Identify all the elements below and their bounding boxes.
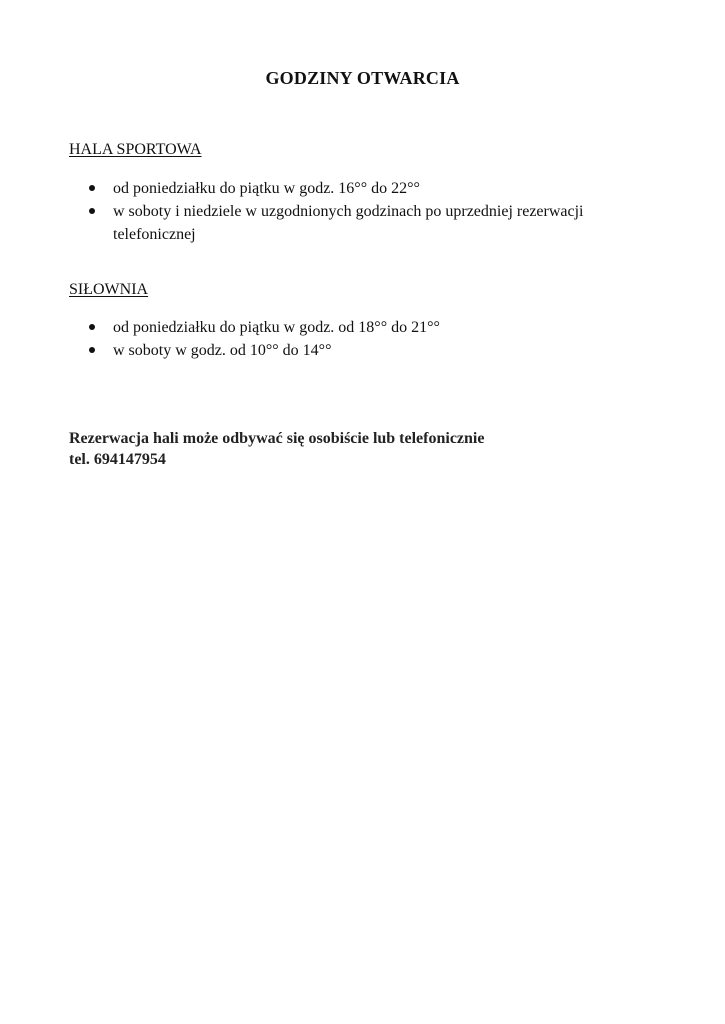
hala-sportowa-hours-list	[0, 177, 725, 246]
list-item-text: od poniedziałku do piątku w godz. 16°° do 22°°	[113, 180, 420, 197]
list-item-text: od poniedziałku do piątku w godz. od 18°° do 21°°	[113, 319, 440, 336]
list-item	[0, 339, 725, 362]
bullet-icon	[89, 208, 95, 214]
reservation-text: Rezerwacja hali może odbywać się osobiście lub telefonicznie	[69, 430, 485, 447]
list-item	[0, 177, 725, 200]
page-title: GODZINY OTWARCIA	[265, 68, 460, 88]
silownia-heading: SIŁOWNIA	[69, 281, 149, 298]
phone-number: tel. 694147954	[69, 451, 166, 468]
list-item	[0, 316, 725, 339]
list-item	[0, 200, 725, 246]
list-item-text: w soboty w godz. od 10°° do 14°°	[113, 342, 332, 359]
silownia-hours-list	[0, 316, 725, 362]
bullet-icon	[89, 324, 95, 330]
bullet-icon	[89, 185, 95, 191]
reservation-notice	[69, 428, 484, 470]
list-item-text: w soboty i niedziele w uzgodnionych godzinach po uprzedniej rezerwacji telefonicznej	[113, 203, 584, 243]
bullet-icon	[89, 347, 95, 353]
hala-sportowa-heading: HALA SPORTOWA	[69, 141, 202, 158]
